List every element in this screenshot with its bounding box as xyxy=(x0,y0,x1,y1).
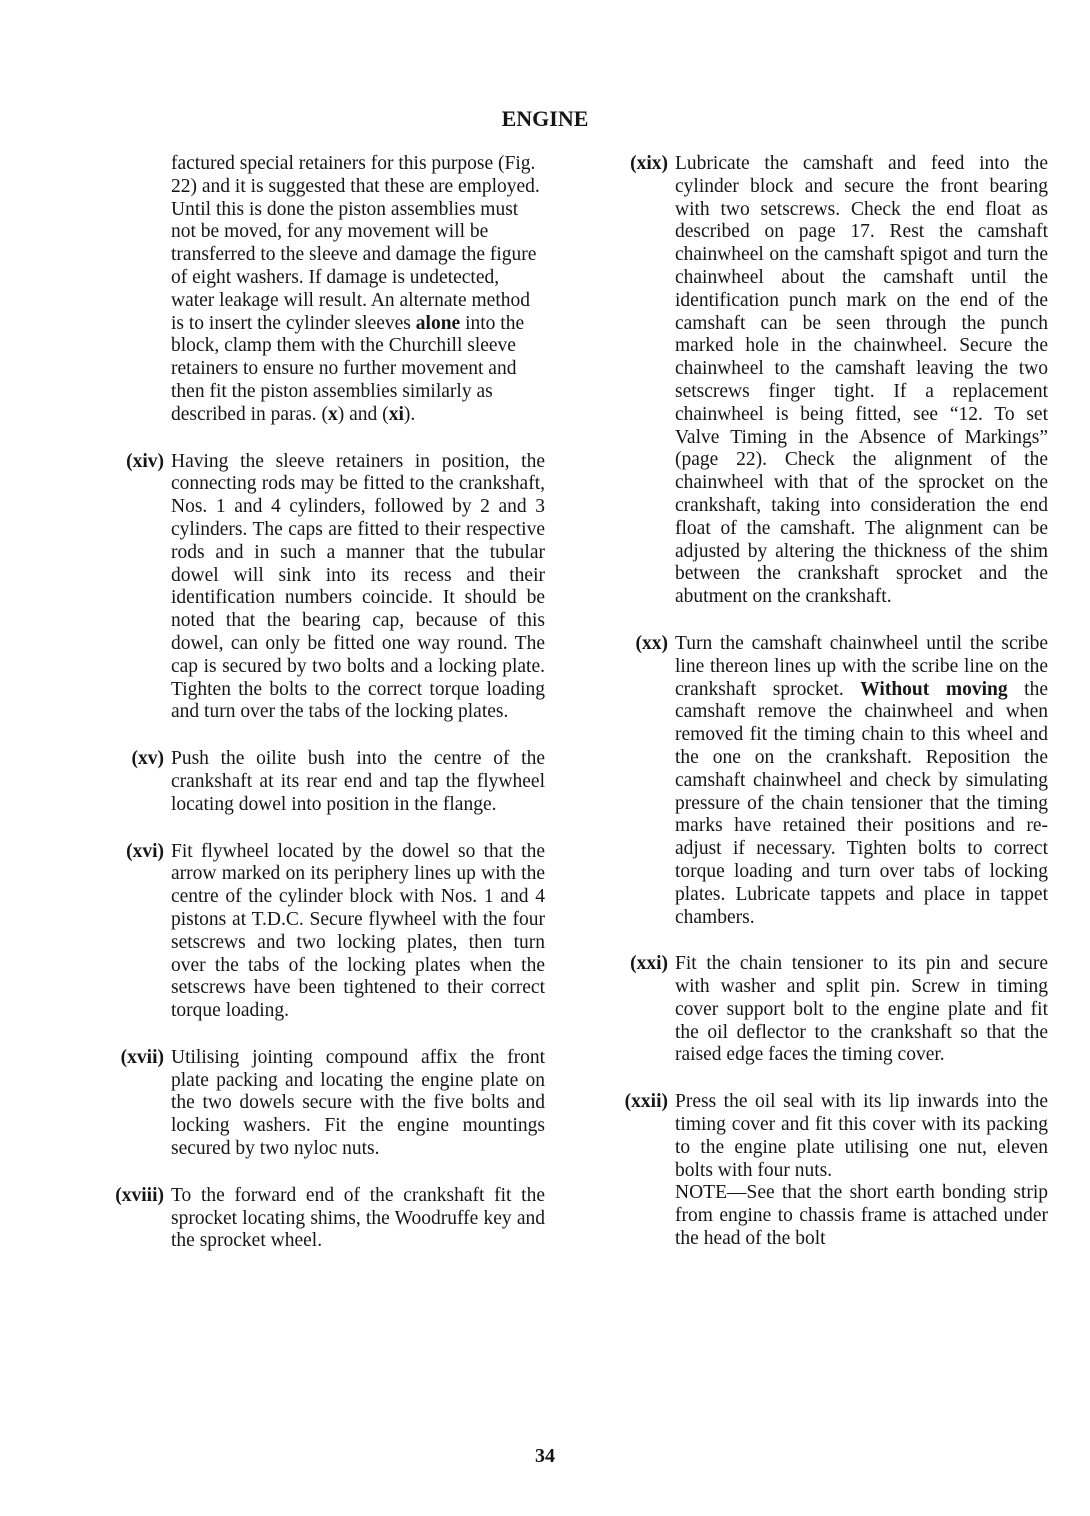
paragraph-number: (xiv) xyxy=(126,450,164,472)
continuation-text: factured special retainers for this purpose (Fig. 22) and it is suggested that these are employed. Until this is done the piston assemblies must not be moved, for any movement will be transferred to the sleeve and damage the figure of eight washers. If damage is undetected, water leakage will result. An alternate method is to insert the cylinder sleeves xyxy=(171,153,540,334)
emphasis-without-moving: Without moving xyxy=(860,678,1008,700)
para-ref-xi: xi xyxy=(388,403,404,425)
paragraph-xxi xyxy=(604,953,1048,1067)
paragraph-number: (xvi) xyxy=(126,840,164,862)
emphasis-alone: alone xyxy=(415,312,461,334)
right-column xyxy=(604,153,1048,1275)
paragraph-text: Push the oilite bush into the centre of the crankshaft at its rear end and tap the flywheel locating dowel into position in the flange. xyxy=(171,748,545,815)
paragraph-number: (xviii) xyxy=(115,1184,164,1206)
paragraph-xv xyxy=(100,748,545,816)
page-number: 34 xyxy=(535,1445,555,1467)
continuation-text: ) and ( xyxy=(337,403,389,425)
paragraph-number: (xix) xyxy=(630,153,668,174)
paragraph-xiv xyxy=(100,451,545,725)
paragraph-body xyxy=(675,1091,1048,1251)
paragraph-number: (xv) xyxy=(131,748,164,770)
para-ref-x: x xyxy=(328,403,338,425)
paragraph-number: (xxii) xyxy=(624,1091,668,1113)
paragraph-text: Utilising jointing compound affix the front plate packing and locating the engine plate on the two dowels secure with the five bolts and locking washers. Fit the engine mountings secured by two nyloc nuts. xyxy=(171,1046,545,1160)
paragraph-number: (xvii) xyxy=(120,1046,164,1068)
paragraph-text-part: the camshaft remove the chainwheel and when removed fit the timing chain to this wheel and the one on the crankshaft. Reposition the camshaft chainwheel and check by simulating pressure of the chain tensioner that the timing marks have retained their positions and re-adjust if necessary. Tighten bolts to correct torque loading and turn over tabs of locking plates. Lubricate tappets and place in tappet chambers. xyxy=(675,678,1048,928)
paragraph-text-part: Turn the camshaft chainwheel until the scribe line thereon lines up with the scribe line on the crankshaft sprocket. xyxy=(675,632,1048,700)
paragraph-xvi xyxy=(100,841,545,1023)
paragraph-xix xyxy=(604,153,1048,609)
paragraph-text xyxy=(675,633,1048,929)
paragraph-xvii xyxy=(100,1047,545,1161)
paragraph-text: Fit the chain tensioner to its pin and secure with washer and split pin. Screw in timing cover support bolt to the engine plate and fit the oil deflector to the crankshaft so that the raised edge faces the timing cover. xyxy=(675,953,1048,1066)
paragraph-text: Lubricate the camshaft and feed into the cylinder block and secure the front bearing with two setscrews. Check the end float as described on page 17. Rest the camshaft chainwheel on the camshaft spigot and turn the chainwheel about the camshaft until the identification punch mark on the end of the camshaft can be seen through the punch marked hole in the chainwheel. Secure the chainwheel to the camshaft leaving the two setscrews finger tight. If a replacement chainwheel is being fitted, see “12. To set Valve Timing in the Absence of Markings” (page 22). Check the alignment of the chainwheel with that of the sprocket on the crankshaft, taking into consideration the end float of the camshaft. The alignment can be adjusted by altering the thickness of the shim between the crankshaft sprocket and the abutment on the crankshaft. xyxy=(675,153,1048,608)
paragraph-xviii xyxy=(100,1185,545,1253)
paragraph-text: To the forward end of the crankshaft fit the sprocket locating shims, the Woodruffe key and the sprocket wheel. xyxy=(171,1184,545,1252)
paragraph-text: Press the oil seal with its lip inwards into the timing cover and fit this cover with its packing to the engine plate utilising one nut, eleven bolts with four nuts. xyxy=(675,1091,1048,1181)
paragraph-text: Having the sleeve retainers in position, the connecting rods may be fitted to the crankshaft, Nos. 1 and 4 cylinders, followed by 2 and 3 cylinders. The caps are fitted to their respective rods and in such a manner that the tubular dowel will sink into its recess and their identification numbers coincide. It should be noted that the bearing cap, because of this dowel, can only be fitted one way round. The cap is secured by two bolts and a locking plate. Tighten the bolts to the correct torque loading and turn over the tabs of the locking plates. xyxy=(171,450,545,723)
page-title: ENGINE xyxy=(501,106,589,131)
left-column xyxy=(100,153,545,1277)
paragraph-xxii xyxy=(604,1091,1048,1251)
continuation-paragraph xyxy=(100,153,545,427)
note-text: NOTE—See that the short earth bonding strip from engine to chassis frame is attached under the head of the bolt xyxy=(675,1182,1048,1250)
paragraph-number: (xxi) xyxy=(630,953,668,975)
paragraph-xx xyxy=(604,633,1048,929)
continuation-text: ). xyxy=(403,403,416,425)
paragraph-text: Fit flywheel located by the dowel so that the arrow marked on its periphery lines up with the centre of the cylinder block with Nos. 1 and 4 pistons at T.D.C. Secure flywheel with the four setscrews and two locking plates, then turn over the tabs of the locking plates when the setscrews have been tightened to their correct torque loading. xyxy=(171,840,545,1022)
continuation-text: into the block, clamp them with the Churchill sleeve retainers to ensure no further movement and then fit the piston assemblies similarly as described in paras. ( xyxy=(171,312,525,425)
paragraph-number: (xx) xyxy=(635,632,668,654)
